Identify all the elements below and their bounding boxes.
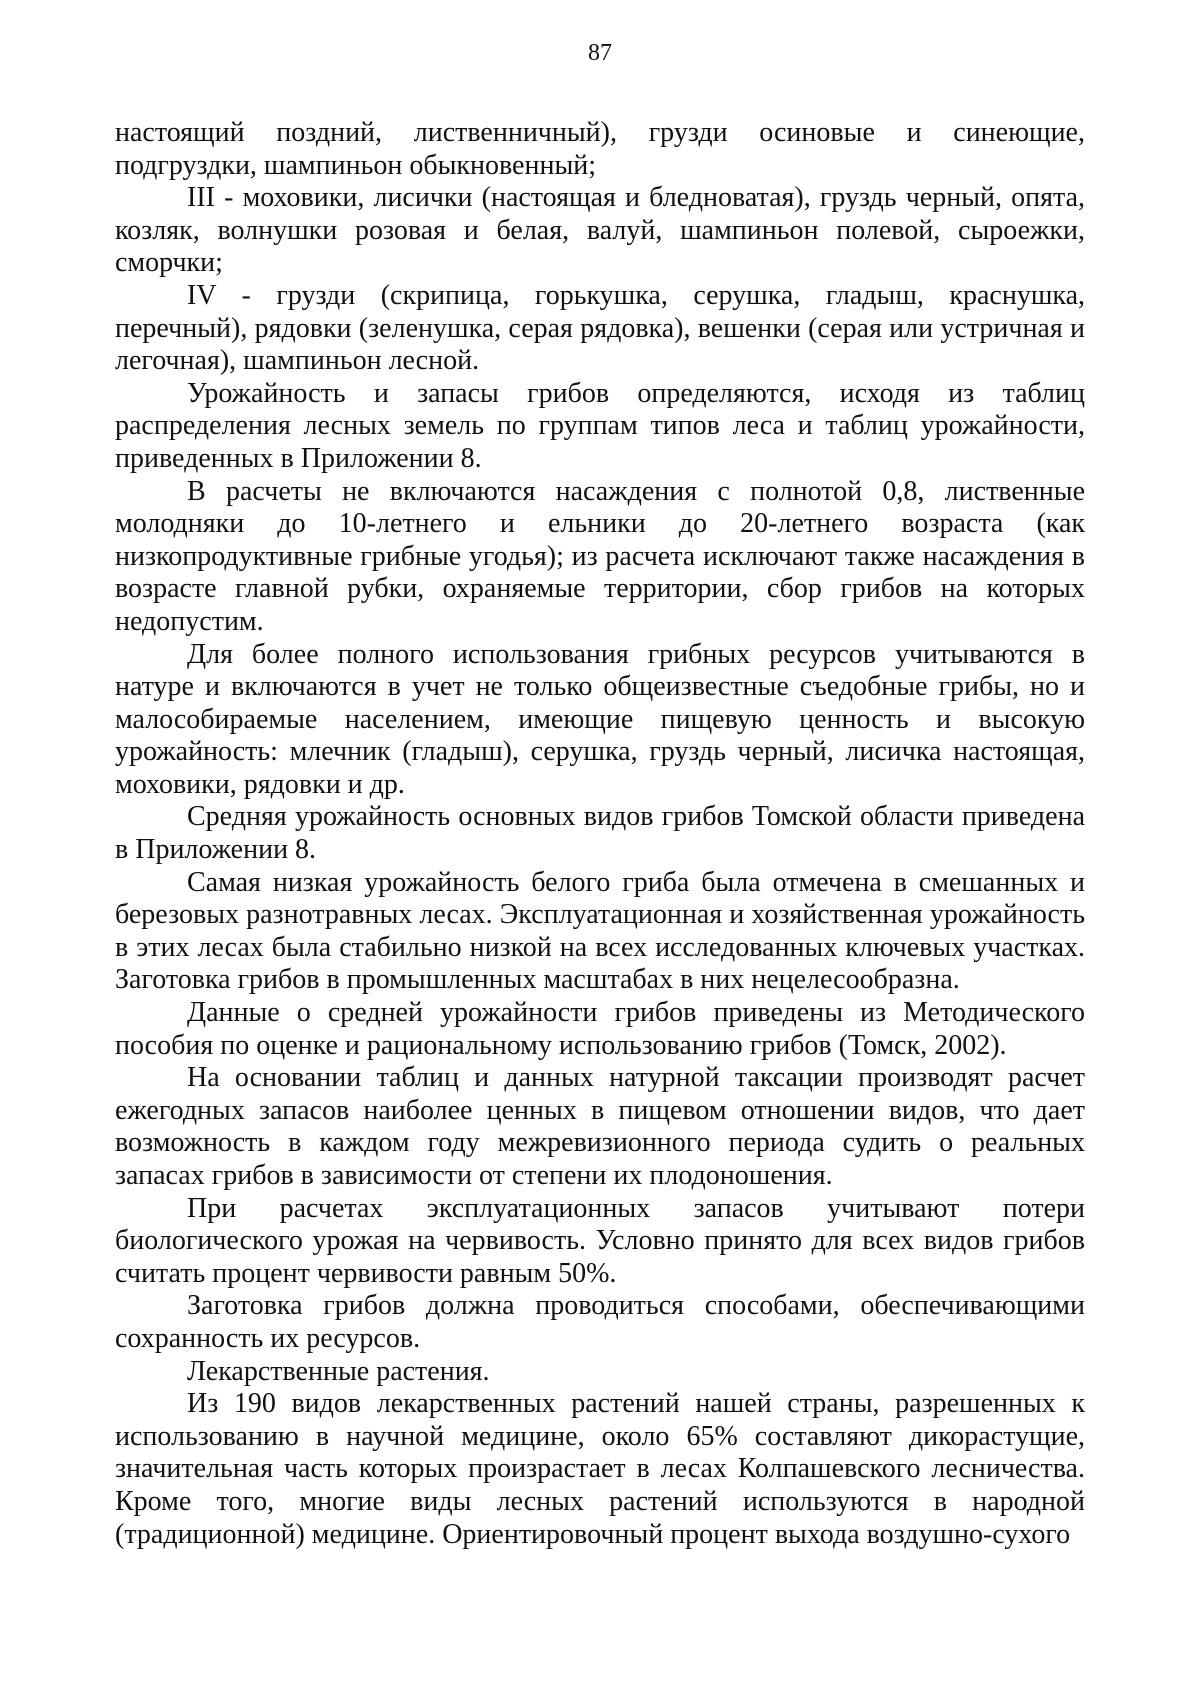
paragraph-full-use: Для более полного использования грибных ресурсов учитываются в натуре и включаются в учет не только общеизвестные съедобные грибы, но и малособираемые населением, имеющие пищевую ценность и высокую урожайность: млечник (гладыш), серушка, груздь черный, лисичка настоящая, моховики, рядовки и др. [115, 638, 1085, 800]
document-body [115, 117, 1085, 1551]
paragraph-yield-reserves: Урожайность и запасы грибов определяются, исходя из таблиц распределения лесных земель по группам типов леса и таблиц урожайности, приведенных в Приложении 8. [115, 377, 1085, 474]
paragraph-wormy-losses: При расчетах эксплуатационных запасов учитывают потери биологического урожая на червивость. Условно принято для всех видов грибов считать процент червивости равным 50%. [115, 1192, 1085, 1289]
paragraph-category-iv: IV - грузди (скрипица, горькушка, серушка, гладыш, краснушка, перечный), рядовки (зеленушка, серая рядовка), вешенки (серая или устричная и легочная), шампиньон лесной. [115, 279, 1085, 377]
paragraph-annual-reserves: На основании таблиц и данных натурной таксации производят расчет ежегодных запасов наиболее ценных в пищевом отношении видов, что дает возможность в каждом году межревизионного периода судить о реальных запасах грибов в зависимости от степени их плодоношения. [115, 1062, 1085, 1191]
paragraph-continuation: настоящий поздний, лиственничный), грузди осиновые и синеющие, подгруздки, шампиньон обыкновенный; [115, 117, 1085, 181]
paragraph-data-source: Данные о средней урожайности грибов приведены из Методического пособия по оценке и рациональному использованию грибов (Томск, 2002). [115, 997, 1085, 1061]
page-number: 87 [588, 40, 612, 66]
paragraph-lowest-yield: Самая низкая урожайность белого гриба была отмечена в смешанных и березовых разнотравных лесах. Эксплуатационная и хозяйственная урожайность в этих лесах была стабильно низкой на всех исследованных ключевых участках. Заготовка грибов в промышленных масштабах в них нецелесообразна. [115, 866, 1085, 996]
section-heading-medicinal-plants: Лекарственные растения. [187, 1355, 490, 1387]
paragraph-medicinal-species: Из 190 видов лекарственных растений нашей страны, разрешенных к использованию в научной медицине, около 65% составляют дикорастущие, значительная часть которых произрастает в лесах Колпашевского лесничества. Кроме того, многие виды лесных растений используются в народной (традиционной) медицине. Ориентировочный процент выхода воздушно-сухого [115, 1388, 1085, 1550]
paragraph-average-yield: Средняя урожайность основных видов грибов Томской области приведена в Приложении 8. [115, 801, 1085, 866]
paragraph-category-iii: III - моховики, лисички (настоящая и бледноватая), груздь черный, опята, козляк, волнушки розовая и белая, валуй, шампиньон полевой, сыроежки, сморчки; [115, 182, 1085, 279]
paragraph-harvesting-methods: Заготовка грибов должна проводиться способами, обеспечивающими сохранность их ресурсов. [115, 1290, 1085, 1354]
paragraph-exclusions: В расчеты не включаются насаждения с полнотой 0,8, лиственные молодняки до 10-летнего и ельники до 20-летнего возраста (как низкопродуктивные грибные угодья); из расчета исключают также насаждения в возрасте главной рубки, охраняемые территории, сбор грибов на которых недопустим. [115, 475, 1085, 637]
